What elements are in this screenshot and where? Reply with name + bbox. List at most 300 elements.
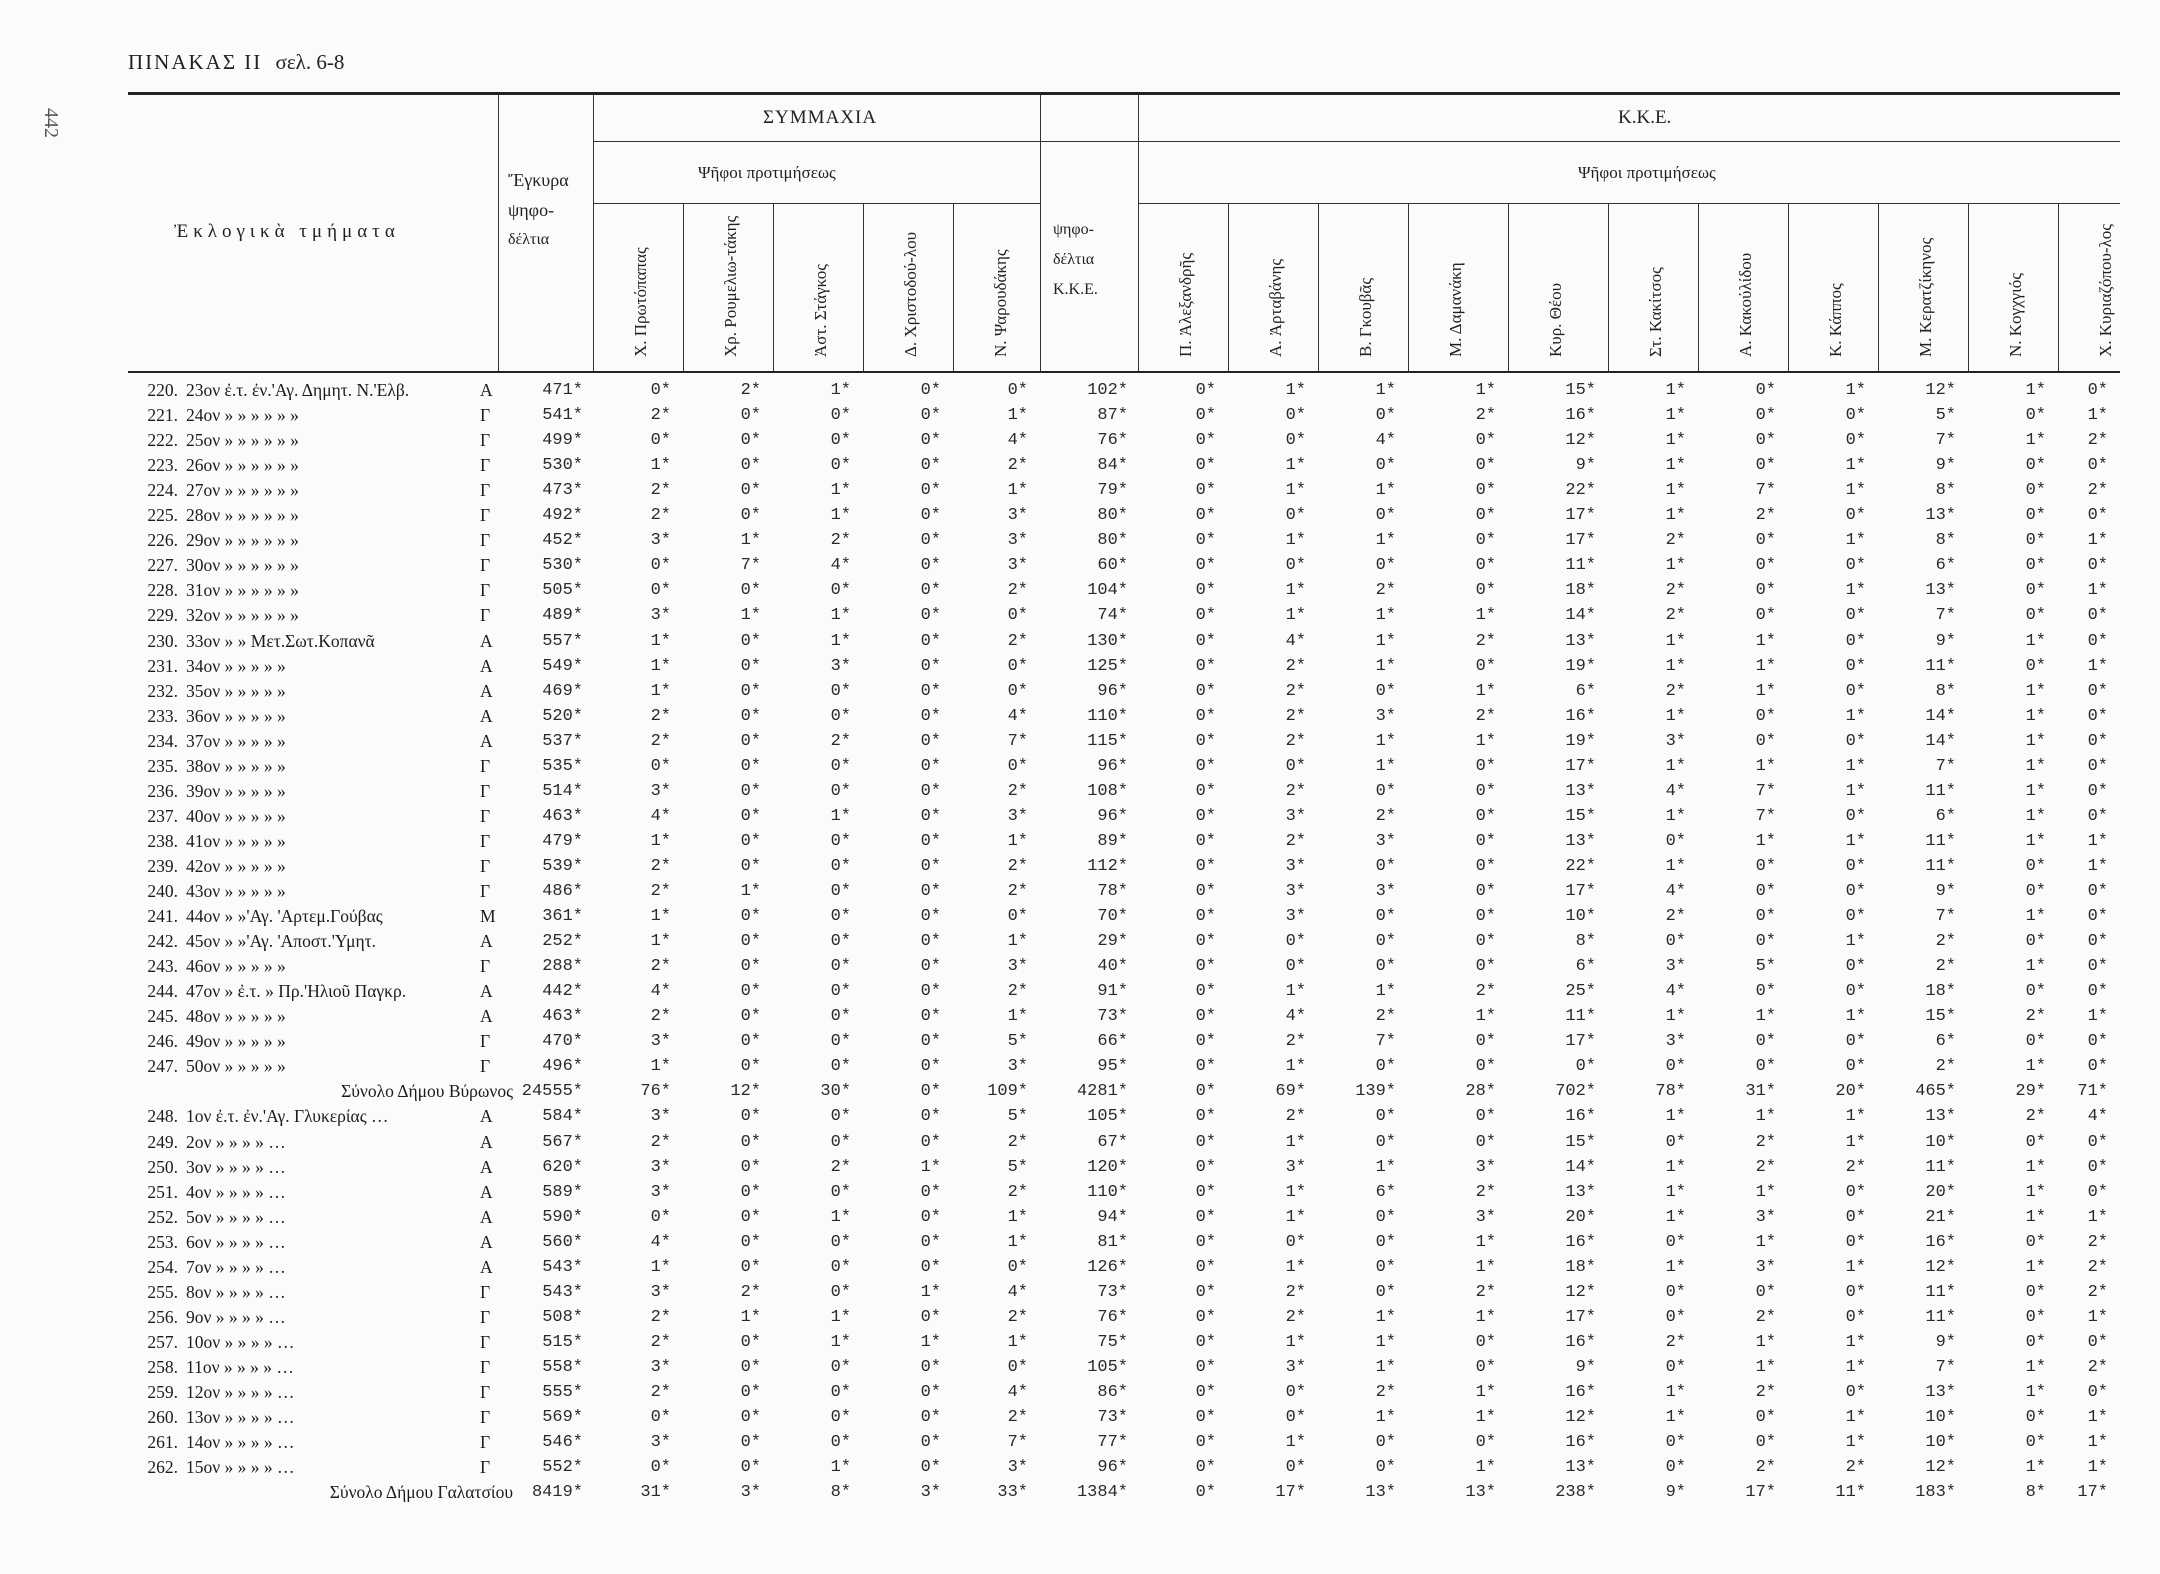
kke-pref-cell: 0*	[1845, 606, 1866, 626]
kke-pref-cell: 0*	[1845, 957, 1866, 977]
kke-pref-cell: 0*	[1375, 681, 1396, 701]
kke-ballots-cell: 81*	[1097, 1232, 1128, 1252]
kke-pref-cell: 2*	[1285, 656, 1306, 676]
kke-pref-cell: 1*	[1375, 606, 1396, 626]
valid-ballots-cell: 535*	[542, 756, 583, 776]
row-number: 235.	[147, 755, 178, 776]
kke-pref-cell: 2*	[1285, 831, 1306, 851]
total-label: Σύνολο Δήμου Γαλατσίου	[329, 1482, 513, 1503]
kke-ballots-cell: 110*	[1087, 1182, 1128, 1202]
district-header: Ἐκλογικὰ τμήματα	[174, 221, 400, 242]
district-name: 1ον ἐ.τ. ἐν.'Αγ. Γλυκερίας …	[186, 1106, 389, 1127]
district-type: Μ	[480, 906, 496, 927]
row-number: 260.	[147, 1407, 178, 1428]
symmachia-pref-cell: 0*	[830, 756, 851, 776]
symmachia-pref-cell: 0*	[920, 1032, 941, 1052]
district-type: Γ	[480, 780, 491, 801]
kke-pref-cell: 0*	[2087, 957, 2108, 977]
valid-ballots-cell: 492*	[542, 506, 583, 526]
kke-pref-cell: 1*	[2025, 957, 2046, 977]
kke-ballots-cell: 120*	[1087, 1157, 1128, 1177]
kke-pref-cell: 1*	[1845, 531, 1866, 551]
symmachia-pref-cell: 0*	[830, 907, 851, 927]
valid-ballots-cell: 567*	[542, 1132, 583, 1152]
row-number: 222.	[147, 430, 178, 451]
valid-ballots-cell: 470*	[542, 1032, 583, 1052]
symmachia-pref-cell: 0*	[740, 756, 761, 776]
symmachia-pref-cell: 1*	[650, 907, 671, 927]
kke-pref-cell: 10*	[1925, 1132, 1956, 1152]
symmachia-pref-cell: 1*	[920, 1157, 941, 1177]
row-number: 251.	[147, 1181, 178, 1202]
kke-pref-cell: 0*	[1475, 882, 1496, 901]
symmachia-pref-cell: 3*	[650, 1433, 671, 1453]
kke-pref-cell: 0*	[2087, 1057, 2108, 1077]
symmachia-pref-cell: 0*	[920, 381, 941, 400]
table-row	[128, 1230, 2120, 1255]
table-row	[128, 979, 2120, 1004]
valid-ballots-cell: 496*	[542, 1057, 583, 1077]
symmachia-pref-cell: 0*	[920, 631, 941, 651]
district-type: Γ	[480, 1031, 491, 1052]
kke-pref-cell: 1*	[1475, 1383, 1496, 1402]
symmachia-pref-cell: 0*	[920, 606, 941, 626]
symmachia-pref-cell: 2*	[1007, 456, 1028, 476]
kke-pref-cell: 0*	[1195, 1383, 1216, 1402]
kke-candidate-header: Ν. Κογχγιός	[2006, 273, 2025, 357]
symmachia-pref-cell: 0*	[740, 1383, 761, 1402]
valid-ballots-cell: 558*	[542, 1357, 583, 1377]
kke-pref-cell: 0*	[1195, 706, 1216, 726]
kke-pref-cell: 1*	[1755, 1182, 1776, 1202]
kke-pref-cell: 1*	[1375, 481, 1396, 501]
symmachia-pref-cell: 0*	[1007, 606, 1028, 626]
kke-pref-cell: 0*	[1195, 1232, 1216, 1252]
table-row	[128, 1405, 2120, 1430]
kke-pref-cell: 1*	[1665, 1408, 1686, 1428]
symmachia-pref-cell: 2*	[1007, 1182, 1028, 1202]
kke-pref-cell: 0*	[2025, 1408, 2046, 1428]
row-number: 237.	[147, 805, 178, 826]
kke-pref-cell: 0*	[1195, 1132, 1216, 1152]
kke-pref-cell: 16*	[1565, 406, 1596, 426]
kke-pref-cell: 2*	[1665, 907, 1686, 927]
valid-ballots-cell: 252*	[542, 932, 583, 952]
kke-pref-cell: 1*	[2025, 1383, 2046, 1402]
district-type: Α	[480, 1006, 493, 1027]
kke-pref-cell: 0*	[1195, 1182, 1216, 1202]
kke-pref-cell: 3*	[1475, 1157, 1496, 1177]
valid-ballots-cell: 546*	[542, 1433, 583, 1453]
kke-pref-cell: 6*	[1575, 957, 1596, 977]
kke-pref-cell: 0*	[1475, 431, 1496, 451]
kke-pref-cell: 0*	[2025, 556, 2046, 576]
district-type: Α	[480, 730, 493, 751]
kke-pref-cell: 0*	[1285, 1458, 1306, 1478]
symmachia-pref-cell: 0*	[740, 1332, 761, 1352]
kke-pref-cell: 0*	[1375, 1433, 1396, 1453]
kke-pref-cell: 0*	[2087, 606, 2108, 626]
kke-ballots-cell: 1384*	[1076, 1483, 1128, 1503]
district-type: Α	[480, 1156, 493, 1177]
symmachia-pref-cell: 2*	[1007, 631, 1028, 651]
kke-pref-cell: 2*	[1475, 631, 1496, 651]
symmachia-pref-cell: 1*	[830, 1307, 851, 1327]
valid-ballots-cell: 539*	[542, 856, 583, 876]
kke-pref-cell: 16*	[1565, 1332, 1596, 1352]
kke-pref-cell: 2*	[1475, 982, 1496, 1002]
kke-pref-cell: 1*	[2025, 381, 2046, 400]
kke-pref-cell: 0*	[1195, 806, 1216, 826]
kke-pref-cell: 0*	[1475, 1132, 1496, 1152]
kke-pref-cell: 0*	[1195, 756, 1216, 776]
symmachia-pref-cell: 1*	[920, 1332, 941, 1352]
symmachia-pref-cell: 0*	[920, 882, 941, 901]
symmachia-pref-cell: 0*	[920, 556, 941, 576]
kke-pref-cell: 0*	[2025, 932, 2046, 952]
row-number: 246.	[147, 1031, 178, 1052]
kke-pref-cell: 0*	[1195, 1157, 1216, 1177]
kke-pref-cell: 0*	[2025, 531, 2046, 551]
kke-pref-cell: 0*	[2087, 731, 2108, 751]
symmachia-pref-cell: 0*	[740, 581, 761, 601]
kke-pref-cell: 1*	[2087, 581, 2108, 601]
kke-pref-cell: 7*	[1935, 1357, 1956, 1377]
symmachia-pref-cell: 3*	[1007, 806, 1028, 826]
kke-pref-cell: 2*	[1755, 1383, 1776, 1402]
symmachia-pref-cell: 4*	[1007, 1383, 1028, 1402]
symmachia-pref-cell: 0*	[920, 1257, 941, 1277]
row-number: 244.	[147, 981, 178, 1002]
kke-pref-cell: 0*	[2087, 1332, 2108, 1352]
kke-pref-cell: 0*	[1665, 1132, 1686, 1152]
district-type: Α	[480, 1206, 493, 1227]
kke-pref-cell: 20*	[1835, 1082, 1866, 1102]
kke-pref-cell: 0*	[1755, 907, 1776, 927]
district-name: 42ον » » » » »	[186, 855, 286, 876]
kke-pref-cell: 0*	[1285, 932, 1306, 952]
district-name: 5ον » » » » …	[186, 1206, 286, 1227]
kke-pref-cell: 0*	[1375, 1132, 1396, 1152]
row-number: 225.	[147, 505, 178, 526]
symmachia-pref-header: Ψῆφοι προτιμήσεως	[698, 163, 836, 182]
district-type: Γ	[480, 805, 491, 826]
kke-pref-cell: 1*	[1755, 831, 1776, 851]
table-row	[128, 1180, 2120, 1205]
kke-pref-cell: 0*	[1195, 1307, 1216, 1327]
district-name: 23ον ἐ.τ. ἐν.'Αγ. Δημητ. Ν.'Ελβ.	[186, 380, 410, 400]
symmachia-pref-cell: 0*	[830, 882, 851, 901]
kke-pref-cell: 183*	[1915, 1483, 1956, 1503]
kke-pref-cell: 0*	[1195, 631, 1216, 651]
kke-pref-cell: 1*	[1475, 731, 1496, 751]
symmachia-pref-cell: 0*	[740, 957, 761, 977]
symmachia-pref-cell: 1*	[830, 631, 851, 651]
kke-pref-cell: 9*	[1575, 456, 1596, 476]
table-row	[128, 378, 2120, 403]
district-name: 35ον » » » » »	[186, 680, 286, 701]
kke-pref-cell: 1*	[1845, 1132, 1866, 1152]
district-name: 13ον » » » » …	[186, 1407, 295, 1428]
symmachia-pref-cell: 0*	[740, 456, 761, 476]
kke-pref-cell: 6*	[1935, 806, 1956, 826]
kke-pref-cell: 0*	[1195, 1458, 1216, 1478]
symmachia-pref-cell: 0*	[920, 1357, 941, 1377]
row-number: 248.	[147, 1106, 178, 1127]
table-row	[128, 453, 2120, 478]
kke-ballots-cell: 105*	[1087, 1357, 1128, 1377]
kke-pref-cell: 0*	[1375, 856, 1396, 876]
kke-pref-cell: 0*	[1475, 1357, 1496, 1377]
kke-ballots-cell: 130*	[1087, 631, 1128, 651]
valid-ballots-cell: 499*	[542, 431, 583, 451]
symmachia-pref-cell: 3*	[650, 1032, 671, 1052]
kke-pref-cell: 0*	[1475, 556, 1496, 576]
district-name: 3ον » » » » …	[186, 1156, 286, 1177]
kke-pref-cell: 0*	[1195, 656, 1216, 676]
table-row	[128, 1054, 2120, 1079]
kke-pref-cell: 0*	[2087, 1182, 2108, 1202]
table-row	[128, 1155, 2120, 1180]
valid-ballots-cell: 463*	[542, 1007, 583, 1027]
row-number: 247.	[147, 1056, 178, 1077]
district-name: 2ον » » » » …	[186, 1131, 286, 1152]
kke-pref-cell: 20*	[1925, 1182, 1956, 1202]
table-row	[128, 629, 2120, 654]
symmachia-pref-cell: 0*	[1007, 1357, 1028, 1377]
kke-pref-cell: 1*	[1285, 1207, 1306, 1227]
kke-pref-cell: 0*	[1845, 1282, 1866, 1302]
kke-pref-cell: 0*	[1845, 431, 1866, 451]
kke-pref-cell: 139*	[1355, 1082, 1396, 1102]
kke-pref-cell: 8*	[2025, 1483, 2046, 1503]
kke-pref-cell: 1*	[1845, 1007, 1866, 1027]
symmachia-pref-cell: 8*	[830, 1483, 851, 1503]
kke-pref-cell: 0*	[1285, 756, 1306, 776]
symmachia-pref-cell: 0*	[830, 1107, 851, 1127]
kke-pref-cell: 0*	[1845, 1232, 1866, 1252]
kke-pref-cell: 1*	[2087, 1433, 2108, 1453]
kke-pref-cell: 0*	[2087, 681, 2108, 701]
valid-ballots-cell: 552*	[542, 1458, 583, 1478]
kke-pref-cell: 2*	[1665, 606, 1686, 626]
symmachia-pref-cell: 0*	[1007, 1257, 1028, 1277]
kke-pref-cell: 0*	[1195, 481, 1216, 501]
table-row	[128, 829, 2120, 854]
kke-pref-cell: 8*	[1935, 681, 1956, 701]
symmachia-pref-cell: 0*	[920, 1408, 941, 1428]
kke-pref-cell: 3*	[1285, 856, 1306, 876]
kke-pref-cell: 0*	[1665, 1357, 1686, 1377]
symmachia-pref-cell: 2*	[1007, 1132, 1028, 1152]
symmachia-pref-cell: 0*	[740, 982, 761, 1002]
kke-pref-cell: 0*	[1845, 506, 1866, 526]
district-name: 38ον » » » » »	[186, 755, 286, 776]
kke-pref-cell: 0*	[1195, 581, 1216, 601]
kke-pref-cell: 9*	[1575, 1357, 1596, 1377]
kke-pref-cell: 3*	[1285, 806, 1306, 826]
kke-pref-cell: 1*	[1375, 531, 1396, 551]
valid-ballots-cell: 505*	[542, 581, 583, 601]
kke-pref-cell: 0*	[1755, 1433, 1776, 1453]
symmachia-pref-cell: 1*	[1007, 831, 1028, 851]
kke-pref-cell: 0*	[1285, 506, 1306, 526]
kke-pref-cell: 1*	[1665, 556, 1686, 576]
symmachia-pref-cell: 1*	[1007, 932, 1028, 952]
kke-pref-cell: 9*	[1935, 1332, 1956, 1352]
kke-pref-cell: 3*	[1665, 731, 1686, 751]
symmachia-pref-cell: 0*	[1007, 907, 1028, 927]
kke-ballots-cell: 102*	[1087, 381, 1128, 400]
kke-pref-cell: 1*	[1375, 631, 1396, 651]
kke-pref-cell: 1*	[1845, 1433, 1866, 1453]
kke-pref-cell: 1*	[1475, 1458, 1496, 1478]
kke-pref-cell: 2*	[1285, 731, 1306, 751]
kke-pref-cell: 0*	[1475, 1107, 1496, 1127]
kke-pref-cell: 0*	[1845, 982, 1866, 1002]
kke-pref-cell: 0*	[2087, 1157, 2108, 1177]
kke-pref-cell: 7*	[1935, 907, 1956, 927]
kke-pref-cell: 0*	[2087, 756, 2108, 776]
symmachia-pref-cell: 0*	[650, 756, 671, 776]
kke-pref-cell: 0*	[1665, 831, 1686, 851]
symmachia-pref-cell: 0*	[830, 831, 851, 851]
kke-pref-cell: 0*	[1195, 1408, 1216, 1428]
symmachia-pref-cell: 3*	[1007, 1458, 1028, 1478]
kke-pref-cell: 0*	[1195, 1007, 1216, 1027]
kke-pref-cell: 0*	[2087, 456, 2108, 476]
district-name: 47ον » ἐ.τ. » Πρ.'Ηλιοῦ Παγκρ.	[186, 981, 407, 1002]
kke-pref-cell: 0*	[1195, 1032, 1216, 1052]
kke-pref-cell: 1*	[1285, 381, 1306, 400]
table-row	[128, 403, 2120, 428]
valid-ballots-cell: 543*	[542, 1282, 583, 1302]
kke-pref-cell: 0*	[2025, 1232, 2046, 1252]
kke-pref-cell: 3*	[1285, 1357, 1306, 1377]
symmachia-pref-cell: 0*	[830, 1257, 851, 1277]
symmachia-pref-cell: 30*	[820, 1082, 851, 1102]
kke-pref-cell: 1*	[1755, 756, 1776, 776]
symmachia-pref-cell: 3*	[650, 606, 671, 626]
kke-pref-cell: 0*	[1755, 932, 1776, 952]
kke-pref-cell: 0*	[1195, 1483, 1216, 1503]
valid-ballots-cell: 569*	[542, 1408, 583, 1428]
valid-ballots-cell: 479*	[542, 831, 583, 851]
kke-pref-cell: 4*	[1665, 882, 1686, 901]
kke-pref-cell: 0*	[2087, 907, 2108, 927]
district-type: Γ	[480, 605, 491, 626]
kke-pref-cell: 0*	[1195, 856, 1216, 876]
kke-pref-cell: 3*	[1665, 1032, 1686, 1052]
district-name: 6ον » » » » …	[186, 1231, 286, 1252]
kke-pref-cell: 2*	[1755, 506, 1776, 526]
kke-pref-cell: 0*	[1285, 406, 1306, 426]
symmachia-pref-cell: 1*	[1007, 1207, 1028, 1227]
kke-pref-cell: 71*	[2077, 1082, 2108, 1102]
symmachia-pref-cell: 1*	[650, 831, 671, 851]
kke-pref-cell: 12*	[1565, 1408, 1596, 1428]
kke-pref-cell: 17*	[2077, 1483, 2108, 1503]
kke-pref-cell: 2*	[1935, 957, 1956, 977]
kke-ballots-cell: 96*	[1097, 756, 1128, 776]
kke-pref-cell: 2*	[2087, 1257, 2108, 1277]
kke-pref-cell: 0*	[2025, 406, 2046, 426]
kke-pref-cell: 0*	[1375, 907, 1396, 927]
kke-pref-cell: 0*	[1375, 1257, 1396, 1277]
kke-pref-cell: 1*	[1285, 982, 1306, 1002]
kke-pref-cell: 1*	[1845, 932, 1866, 952]
kke-pref-cell: 1*	[1475, 681, 1496, 701]
kke-pref-cell: 0*	[1845, 406, 1866, 426]
symmachia-pref-cell: 0*	[830, 581, 851, 601]
kke-pref-cell: 1*	[1475, 606, 1496, 626]
symmachia-pref-cell: 1*	[1007, 1007, 1028, 1027]
kke-pref-cell: 1*	[1285, 1132, 1306, 1152]
kke-pref-cell: 4*	[1375, 431, 1396, 451]
kke-pref-cell: 0*	[1285, 957, 1306, 977]
kke-pref-cell: 1*	[1665, 381, 1686, 400]
kke-pref-cell: 1*	[1665, 856, 1686, 876]
symmachia-pref-cell: 0*	[740, 907, 761, 927]
kke-pref-cell: 0*	[1375, 456, 1396, 476]
valid-ballots-cell: 557*	[542, 631, 583, 651]
symmachia-pref-cell: 2*	[650, 1007, 671, 1027]
kke-ballots-cell: 95*	[1097, 1057, 1128, 1077]
kke-pref-cell: 0*	[1755, 431, 1776, 451]
kke-pref-cell: 20*	[1565, 1207, 1596, 1227]
symmachia-pref-cell: 0*	[920, 1433, 941, 1453]
kke-pref-cell: 702*	[1555, 1082, 1596, 1102]
row-number: 255.	[147, 1281, 178, 1302]
kke-pref-cell: 0*	[1375, 1207, 1396, 1227]
valid-ballots-cell: 489*	[542, 606, 583, 626]
kke-pref-cell: 1*	[1375, 1307, 1396, 1327]
kke-pref-cell: 2*	[1375, 1007, 1396, 1027]
symmachia-pref-cell: 0*	[830, 681, 851, 701]
kke-pref-cell: 1*	[1845, 1107, 1866, 1127]
kke-pref-cell: 0*	[1665, 1057, 1686, 1077]
kke-pref-cell: 2*	[1845, 1458, 1866, 1478]
kke-pref-cell: 15*	[1565, 1132, 1596, 1152]
kke-ballots-cell: 77*	[1097, 1433, 1128, 1453]
kke-pref-cell: 3*	[1665, 957, 1686, 977]
kke-pref-cell: 0*	[2025, 1433, 2046, 1453]
valid-ballots-cell: 514*	[542, 781, 583, 801]
kke-pref-cell: 15*	[1925, 1007, 1956, 1027]
kke-pref-cell: 12*	[1925, 381, 1956, 400]
symmachia-pref-cell: 0*	[830, 1132, 851, 1152]
kke-pref-cell: 17*	[1565, 1307, 1596, 1327]
kke-pref-cell: 1*	[1755, 631, 1776, 651]
symmachia-pref-cell: 3*	[1007, 556, 1028, 576]
kke-ballots-cell: 73*	[1097, 1408, 1128, 1428]
kke-pref-cell: 0*	[1195, 531, 1216, 551]
district-name: 25ον » » » » » »	[186, 430, 299, 451]
kke-pref-cell: 1*	[1285, 581, 1306, 601]
kke-pref-cell: 2*	[1755, 1132, 1776, 1152]
kke-pref-cell: 0*	[1195, 406, 1216, 426]
table-row	[128, 804, 2120, 829]
symmachia-pref-cell: 1*	[650, 456, 671, 476]
kke-pref-cell: 0*	[1755, 456, 1776, 476]
kke-candidate-header: Κ. Κάππος	[1826, 283, 1845, 357]
kke-pref-cell: 2*	[1475, 1182, 1496, 1202]
kke-pref-cell: 4*	[1665, 781, 1686, 801]
symmachia-pref-cell: 1*	[740, 606, 761, 626]
kke-pref-cell: 1*	[1665, 1157, 1686, 1177]
district-name: 31ον » » » » » »	[186, 580, 299, 601]
district-name: 44ον » »'Αγ. 'Αρτεμ.Γούβας	[186, 906, 383, 927]
